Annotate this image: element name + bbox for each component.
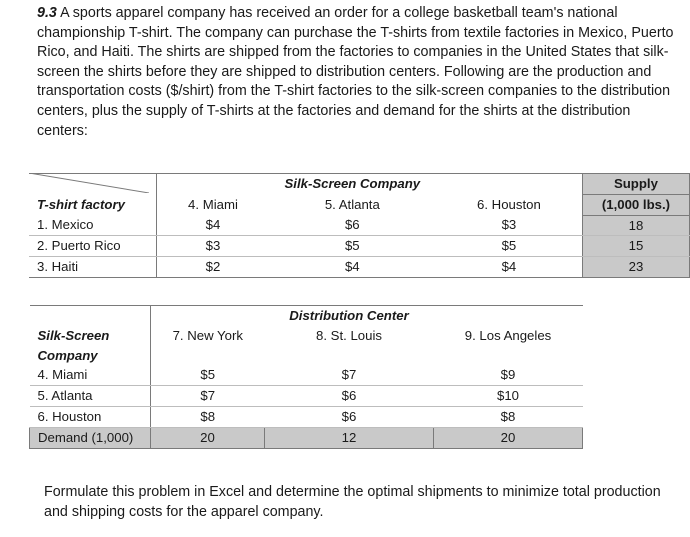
cell-atlanta-losangeles: $10 bbox=[434, 386, 583, 407]
cell-puertorico-houston: $5 bbox=[436, 236, 582, 257]
task-instruction: Formulate this problem in Excel and determine the optimal shipments to minimize total production and shipping costs for the apparel company. bbox=[44, 484, 661, 520]
cell-miami-stlouis: $7 bbox=[265, 365, 434, 385]
supply-header-line1: Supply bbox=[582, 174, 689, 195]
demand-new-york: 20 bbox=[151, 427, 265, 448]
row-header-silkscreen-line2: Company bbox=[37, 347, 98, 363]
row-header-tshirt-factory: T-shirt factory bbox=[37, 196, 125, 212]
col-header-atlanta: 5. Atlanta bbox=[324, 196, 380, 212]
cell-haiti-houston: $4 bbox=[436, 257, 582, 278]
row-label-houston: 6. Houston bbox=[30, 406, 151, 427]
cell-mexico-miami: $4 bbox=[157, 215, 269, 236]
demand-los-angeles: 20 bbox=[434, 427, 583, 448]
cell-haiti-atlanta: $4 bbox=[269, 257, 436, 278]
supply-puerto-rico: 15 bbox=[582, 236, 689, 257]
supply-header-line2: (1,000 lbs.) bbox=[582, 194, 689, 215]
problem-text: A sports apparel company has received an order for a college basketball team's national championship T-shirt. The company can purchase the T-shirts from textile factories in Mexico, Puerto Rico, and Haiti. The shirts are shipped from the factories to companies in the United States that silk-screen the shirts before they are shipped to distribution centers. Following are the production and transportation costs ($/shirt) from the T-shirt factories to the silk-screen companies to the distribution centers, plus the supply of T-shirts at the factories and demand for the shirts at the distribution centers: bbox=[37, 5, 674, 139]
col-header-new-york: 7. New York bbox=[151, 326, 265, 346]
cell-houston-losangeles: $8 bbox=[434, 406, 583, 427]
silkscreen-group-header: Silk-Screen Company bbox=[269, 174, 436, 195]
cell-houston-newyork: $8 bbox=[151, 406, 265, 427]
cell-mexico-atlanta: $6 bbox=[269, 215, 436, 236]
col-header-los-angeles: 9. Los Angeles bbox=[464, 327, 552, 343]
cell-mexico-houston: $3 bbox=[436, 215, 582, 236]
supply-mexico: 18 bbox=[582, 215, 689, 236]
cell-miami-newyork: $5 bbox=[151, 365, 265, 385]
problem-statement bbox=[37, 4, 677, 141]
col-header-st-louis: 8. St. Louis bbox=[316, 327, 382, 343]
cell-atlanta-stlouis: $6 bbox=[265, 386, 434, 407]
cell-puertorico-atlanta: $5 bbox=[269, 236, 436, 257]
distribution-group-header: Distribution Center bbox=[265, 306, 434, 326]
cell-atlanta-newyork: $7 bbox=[151, 386, 265, 407]
cell-puertorico-miami: $3 bbox=[157, 236, 269, 257]
silkscreen-to-distribution-table bbox=[29, 305, 583, 449]
row-label-haiti: 3. Haiti bbox=[29, 257, 157, 278]
demand-st-louis: 12 bbox=[265, 427, 434, 448]
row-header-silkscreen-line1: Silk-Screen bbox=[37, 327, 110, 343]
demand-label: Demand (1,000) bbox=[30, 427, 151, 448]
cell-miami-losangeles: $9 bbox=[434, 365, 583, 385]
problem-number: 9.3 bbox=[37, 5, 57, 21]
row-label-atlanta: 5. Atlanta bbox=[30, 386, 151, 407]
cell-houston-stlouis: $6 bbox=[265, 406, 434, 427]
row-label-mexico: 1. Mexico bbox=[29, 215, 157, 236]
supply-haiti: 23 bbox=[582, 257, 689, 278]
row-label-miami: 4. Miami bbox=[30, 365, 151, 385]
row-label-puerto-rico: 2. Puerto Rico bbox=[29, 236, 157, 257]
cell-haiti-miami: $2 bbox=[157, 257, 269, 278]
col-header-houston: 6. Houston bbox=[477, 196, 541, 212]
factory-to-silkscreen-table bbox=[29, 173, 690, 278]
col-header-miami: 4. Miami bbox=[157, 194, 269, 215]
